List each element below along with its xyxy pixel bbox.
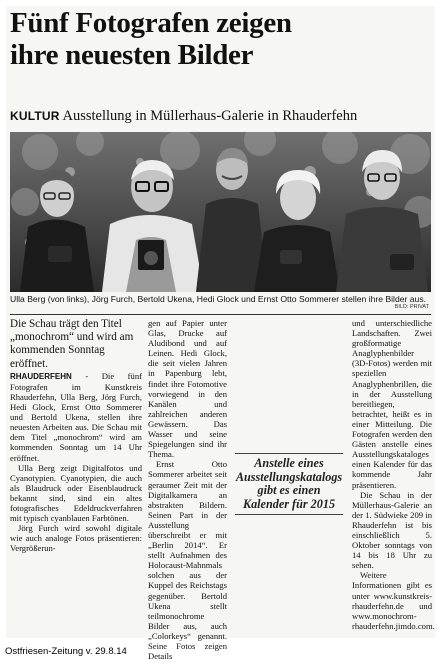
article-paragraph: Ernst Otto Sommerer arbeitet seit geraumer Zeit mit der Digitalkamera an abstrakten Bildern. Seinen Part in der Ausstellung überschreibt er mit „Berlin 2014“. Er stellt Aufnahmen des Holocaust-Mahnmals solchen aus der Kuppel des Reichstags gegenüber. Bertold Ukena stellt teilmonochrome Bilder aus, auch „Colorkeys“ genannt. Seine Fotos zeigen Details <box>148 459 227 662</box>
article-column-1 <box>10 318 142 554</box>
pull-quote: Anstelle eines Ausstellungskatalogs gibt es einen Kalender für 2015 <box>235 453 343 515</box>
divider <box>10 314 431 315</box>
article-paragraph: Weitere Informationen gibt es unter www.kunstkreis-rhauderfehn.de und www.monochrom-rhauderfehn.jimdo.com. <box>352 570 435 631</box>
headline-line-2: ihre neuesten Bilder <box>10 39 254 71</box>
article-paragraph: Jörg Furch wird sowohl digitale wie auch analoge Fotos präsentieren: Vergrößerun- <box>10 523 142 554</box>
article-paragraph: Die Schau in der Müllerhaus-Galerie an der 1. Südwieke 209 in Rhauderfehn ist bis einschließlich 5. Oktober sonntags von 14 bis 18 Uhr zu sehen. <box>352 489 432 571</box>
dateline: RHAUDERFEHN <box>10 371 72 381</box>
article-paragraph: Ulla Berg zeigt Digitalfotos und Cyanotypien. Cyanotypien, die auch als Blaudruck oder Eisenblaudruck bekannt sind, sind ein altes fotografisches Edeldruckverfahren mit typisch cyanblauen Farbtönen. <box>10 462 142 524</box>
photo-caption: Ulla Berg (von links), Jörg Furch, Bertold Ukena, Hedi Glock und Ernst Otto Sommerer stellen ihre Bilder aus. <box>10 294 427 304</box>
article-paragraph: und unterschiedliche Landschaften. Zwei großformatige Anaglyphenbilder (3D-Fotos) werden mit speziellen Anaglyphenbrillen, die in der Ausstellung bereitliegen, betrachtet, heißt es in einer Mitteilung. Die Fotografen werden den Gästen anstelle eines Ausstellungskataloges einen Kalender für das kommende Jahr präsentieren. <box>352 318 432 490</box>
subheadline <box>10 107 435 125</box>
article-lead: Die Schau trägt den Titel „monochrom“ und wird am kommenden Sonntag eröffnet. <box>10 318 134 370</box>
group-photo <box>10 132 431 292</box>
article-paragraph: gen auf Papier unter Glas, Drucke auf Aludibond und auf Leinen. Hedi Glock, die seit vielen Jahren in Papenburg lebt, findet ihre Fotomotive vorwiegend in den Kanälen und zahlreichen anderen Gewässern. Das Wasser und seine Spiegelungen sind ihr Thema. <box>148 318 227 460</box>
photo-illustration <box>10 132 431 292</box>
headline-line-1: Fünf Fotografen zeigen <box>10 7 292 39</box>
photo-credit: BILD: PRIVAT <box>394 304 429 310</box>
subheadline-text: Ausstellung in Müllerhaus-Galerie in Rhauderfehn <box>62 108 358 124</box>
article-column-2 <box>148 318 227 661</box>
section-kicker: KULTUR <box>10 109 60 123</box>
headline <box>10 6 435 72</box>
source-footer: Ostfriesen-Zeitung v. 29.8.14 <box>5 646 127 657</box>
article-paragraph: RHAUDERFEHN - Die fünf Fotografen im Kunstkreis Rhauderfehn, Ulla Berg, Jörg Furch, Hedi Glock, Ernst Otto Sommerer und Bertold Ukena, stellen ihre neuesten Arbeiten aus. Die Schau mit dem Titel „monochrom“ wird am kommenden Sonntag um 14 Uhr eröffnet. <box>10 370 142 463</box>
